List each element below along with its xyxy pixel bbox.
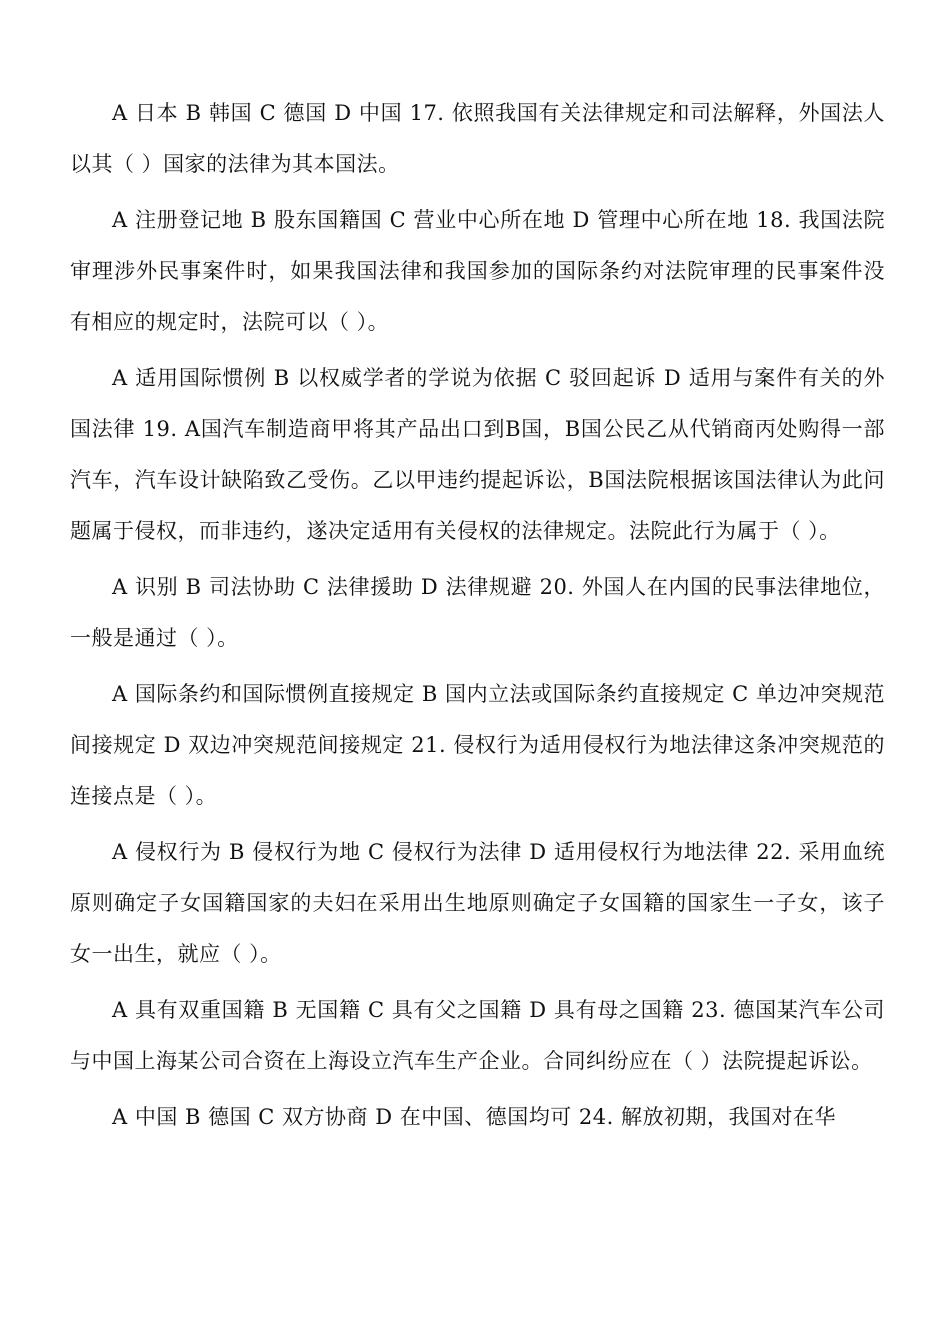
paragraph-7: A 具有双重国籍 B 无国籍 C 具有父之国籍 D 具有母之国籍 23. 德国某汽车公司与中国上海某公司合资在上海设立汽车生产企业。合同纠纷应在（ ）法院提起诉讼。 (70, 998, 885, 1073)
paragraph-1: A 日本 B 韩国 C 德国 D 中国 17. 依照我国有关法律规定和司法解释，外国法人以其（ ）国家的法律为其本国法。 (70, 101, 885, 176)
paragraph-4: A 识别 B 司法协助 C 法律援助 D 法律规避 20. 外国人在内国的民事法律地位，一般是通过（ ）。 (70, 575, 885, 650)
paragraph-6: A 侵权行为 B 侵权行为地 C 侵权行为法律 D 适用侵权行为地法律 22. 采用血统原则确定子女国籍国家的夫妇在采用出生地原则确定子女国籍的国家生一子女，该子女一出生，就应（ ）。 (70, 840, 885, 966)
document-page (70, 88, 885, 1148)
paragraph-8: A 中国 B 德国 C 双方协商 D 在中国、德国均可 24. 解放初期，我国对在华 (112, 1105, 836, 1129)
paragraph-2: A 注册登记地 B 股东国籍国 C 营业中心所在地 D 管理中心所在地 18. 我国法院审理涉外民事案件时，如果我国法律和我国参加的国际条约对法院审理的民事案件没有相应的规定时，法院可以（ ）。 (70, 208, 885, 334)
paragraph-5: A 国际条约和国际惯例直接规定 B 国内立法或国际条约直接规定 C 单边冲突规范间接规定 D 双边冲突规范间接规定 21. 侵权行为适用侵权行为地法律这条冲突规范的连接点是（ ）。 (70, 682, 885, 808)
paragraph-3: A 适用国际惯例 B 以权威学者的学说为依据 C 驳回起诉 D 适用与案件有关的外国法律 19. A国汽车制造商甲将其产品出口到B国，B国公民乙从代销商丙处购得一部汽车，汽车设计缺陷致乙受伤。乙以甲违约提起诉讼，B国法院根据该国法律认为此问题属于侵权，而非违约，遂决定适用有关侵权的法律规定。法院此行为属于（ ）。 (70, 366, 885, 543)
